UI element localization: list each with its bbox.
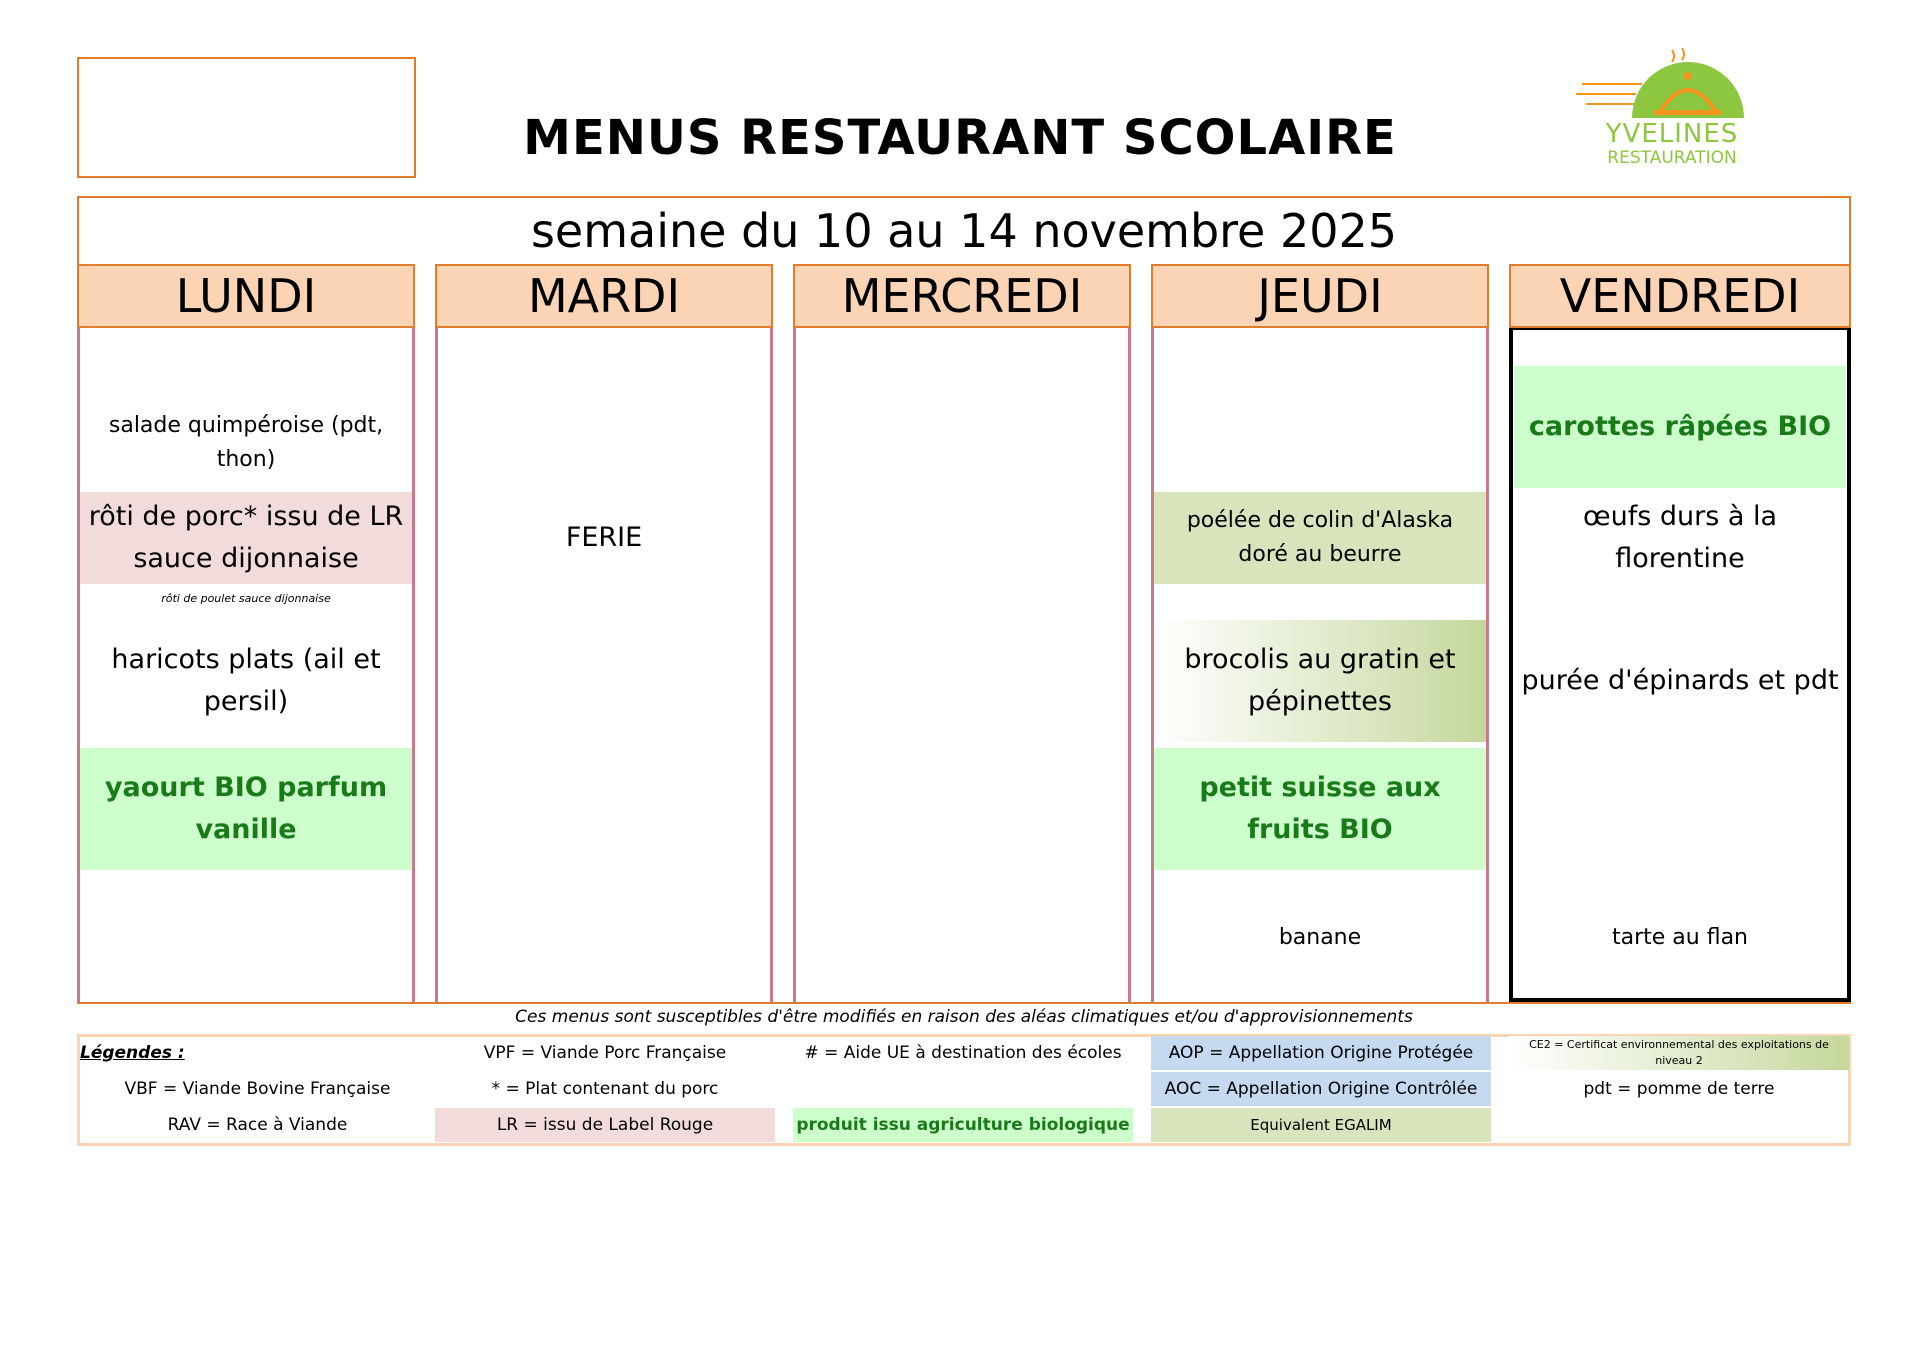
vendredi-plat: œufs durs à la florentine	[1582, 501, 1778, 574]
legend-egalim: Equivalent EGALIM	[1151, 1108, 1491, 1142]
disclaimer: Ces menus sont susceptibles d'être modifiés en raison des aléas climatiques et/ou d'approvisionnements	[515, 1007, 1413, 1027]
day-header-mardi: MARDI	[435, 264, 773, 328]
day-header-mercredi: MERCREDI	[793, 264, 1131, 328]
logo-subtitle: RESTAURATION	[1607, 148, 1737, 168]
legend-vpf: VPF = Viande Porc Française	[483, 1043, 727, 1063]
yvelines-restauration-logo	[1572, 48, 1772, 172]
day-header-vendredi: VENDREDI	[1509, 264, 1851, 328]
legend-title: Légendes :	[80, 1043, 185, 1063]
lundi-plat-note: rôti de poulet sauce dijonnaise	[161, 592, 331, 606]
lundi-laitage: yaourt BIO parfum vanille	[80, 748, 412, 870]
legend-rav: RAV = Race à Viande	[167, 1115, 348, 1135]
jeudi-dessert: banane	[1278, 924, 1362, 950]
legend-label-rouge: LR = issu de Label Rouge	[435, 1108, 775, 1142]
lundi-accompagnement: haricots plats (ail et persil)	[111, 644, 381, 717]
column-mercredi	[793, 264, 1131, 1002]
legend-hash: # = Aide UE à destination des écoles	[804, 1043, 1122, 1063]
week-title: semaine du 10 au 14 novembre 2025	[530, 204, 1398, 258]
legend-ce2: CE2 = Certificat environnemental des exploitations de niveau 2	[1509, 1036, 1849, 1070]
legend-aoc: AOC = Appellation Origine Contrôlée	[1151, 1072, 1491, 1106]
legend-aop: AOP = Appellation Origine Protégée	[1151, 1036, 1491, 1070]
legend-vbf: VBF = Viande Bovine Française	[124, 1079, 391, 1099]
mardi-ferie: FERIE	[565, 522, 643, 554]
day-header-lundi: LUNDI	[77, 264, 415, 328]
column-mardi	[435, 264, 773, 1002]
lundi-plat: rôti de porc* issu de LR sauce dijonnaise	[80, 492, 412, 584]
blank-header-box	[77, 57, 416, 178]
jeudi-plat: poélée de colin d'Alaska doré au beurre	[1154, 492, 1486, 584]
vendredi-dessert: tarte au flan	[1611, 924, 1748, 950]
legend-bio: produit issu agriculture biologique	[793, 1108, 1133, 1142]
vendredi-entree: carottes râpées BIO	[1514, 366, 1846, 488]
vendredi-accompagnement: purée d'épinards et pdt	[1521, 665, 1839, 697]
legend-pdt: pdt = pomme de terre	[1583, 1079, 1775, 1099]
legend-star: * = Plat contenant du porc	[491, 1079, 719, 1099]
jeudi-accompagnement: brocolis au gratin et pépinettes	[1154, 620, 1486, 742]
lundi-entree: salade quimpéroise (pdt, thon)	[108, 412, 384, 472]
logo-name: YVELINES	[1605, 119, 1739, 149]
jeudi-laitage: petit suisse aux fruits BIO	[1154, 748, 1486, 870]
page-title: MENUS RESTAURANT SCOLAIRE	[523, 110, 1397, 166]
day-header-jeudi: JEUDI	[1151, 264, 1489, 328]
